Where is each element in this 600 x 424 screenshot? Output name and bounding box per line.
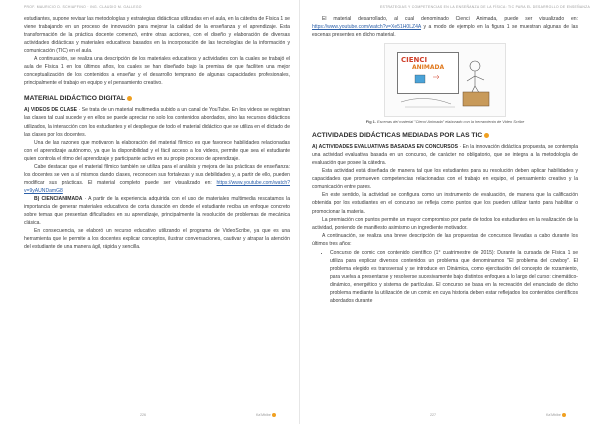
right-foot-brand: Ka'Mbibe (546, 413, 566, 417)
left-paragraph-3: A) VIDEOS DE CLASE · Se trata de un material multimedia subido a un canal de YouTube. En los videos se registran las clases tal cual sucede y en ellos se puede apreciar no solo los contenidos abordados, sino las recursos didácticos utilizados, la interacción con los estudiantes y el despliegue de todo el material didáctico que se utiliza en el dictado de las clases por los docentes. (24, 107, 290, 138)
list-item: • Concurso de comic con contenido científico (1° cuatrimestre de 2015): Durante la cursada de Física 1 se utiliza para explicar diversos contenidos un problema que denominamos "El problema del cowboy". El problema elegido es transversal y se introduce en Dinámica, como ejercitación del concepto de rozamiento, para vuelva a presentarse y resolverse sucesivamente bajo distintos enfoques a lo largo del curso: cinemático-dinámico, energético y sistema de partículas. El concurso se basa en la recreación del enunciado de dicho problema mediante la utilización de un comic en cuya historia deben estar reflejados los contenidos científicos abordados durante (330, 249, 578, 305)
character-head-icon (470, 61, 480, 71)
figure-doodles (385, 44, 505, 116)
right-paragraph-5: La premiación con puntos permite un mayor compromiso por parte de todos los estudiantes en la realización de la actividad, poniendo de manifiesto asimismo un ingrediente motivador. (312, 216, 578, 231)
right-paragraph-1: El material desarrollado, al cual denominado Cienci Animada, puede ser visualizado en: https://www.youtube.com/watch?v=Xe51H0LZ4A y a modo de ejemplo en la figura 1 se muestran algunas de las escenas presentes en dicho material. (312, 16, 578, 39)
left-column (24, 15, 290, 251)
subheading-videos: A) VIDEOS DE CLASE (24, 107, 78, 114)
heading-badge-icon (484, 133, 489, 138)
left-paragraph-2: A continuación, se realiza una descripción de los materiales educativos y actividades con la cuales se trabajó el aula de Física 1 en los últimos años, los cuales se han diseñado bajo la premisa de que faciliten una mejor conceptualización de los contenidos a enseñar y el desarrollo temprano de algunas capacidades profesionales, principalmente el trabajo en equipo y el pensamiento creativo. (24, 56, 290, 87)
figure-title-animada: ANIMADA (412, 64, 445, 72)
left-paragraph-1: estudiantes, supone revisar las metodologías y estrategias didácticas utilizadas en el aula, en la cátedra de Física 1 se viene trabajando en un proceso de innovación para mejorar la calidad de la enseñanza y el aprendizaje. Esta transformación de la práctica docente comenzó, entre otras acciones, con el diseño y elaboración de diversas actividades didácticas y materiales educativos basados en la incorporación de las tecnologías de la información y comunicación (TIC) en el aula. (24, 16, 290, 55)
right-page (300, 0, 600, 424)
left-paragraph-6: B) CIENCIANIMADA · A partir de la experiencia adquirida con el uso de materiales multimedia rescatamos la importancia de generar materiales educativos de corta duración en donde el estudiante reciba un enfoque concreto sobre temas que presentan dificultades en su aprendizaje, principalmente la resolución de problemas de mecánica clásica. (24, 195, 290, 227)
right-paragraph-6: A continuación, se realiza una breve descripción de las propuestas de concursos llevadas a cabo durante los últimos tres años: (312, 232, 578, 247)
right-paragraph-2: A) ACTIVIDADES EVALUATIVAS BASADAS EN CONCURSOS · En la innovación didáctica propuesta, se contempla una actividad evaluativa basada en un concurso, de carácter no obligatorio, que se integra a la metodología de evaluación que posee la cátedra. (312, 144, 578, 167)
left-paragraph-7: En consecuencia, se elaboró un recurso educativo utilizando el programa de VideoScribe, ya que es una herramienta que le permite a los docentes explicar conceptos, ilustrar conversaciones, cautivar y atrapar la atención del estudiante de una manera ágil, rápida y sencilla. (24, 228, 290, 251)
section-heading-actividades: ACTIVIDADES DIDÁCTICAS MEDIADAS POR LAS TIC (312, 132, 578, 140)
subheading-ciencianimada: B) CIENCIANIMADA (34, 195, 83, 202)
figure-1 (384, 43, 506, 117)
right-paragraph-3: Esta actividad está diseñada de manera tal que los estudiantes para su resolución deben aplicar habilidades y capacidades que promueven competencias relacionadas con el trabajo en equipo, el pensamiento creativo y la comunicación entre pares. (312, 168, 578, 191)
left-paragraph-4: Una de las razones que motivaron la elaboración del material fílmico es que favorece habilidades relacionadas con el aprendizaje autónomo, ya que la disponibilidad y el fácil acceso a los videos, permite que sea el estudiante quien controla el ritmo del aprendizaje y participante activo en su propio proceso de aprendizaje. (24, 139, 290, 162)
figure-caption: Fig 1. Escenas del material "Cienci Animada" elaborado con la herramienta de Video Scribe (365, 119, 525, 125)
left-page-number: 226 (140, 413, 146, 417)
youtube-link-videos[interactable]: https://www.youtube.com/watch?v=9yAUNDamG8 (24, 179, 290, 194)
heading-badge-icon (127, 96, 132, 101)
left-paragraph-5: Cabe destacar que el material fílmico también se utiliza para el análisis y mejora de las prácticas de enseñanza: los docentes se ven a sí mismos dando clases, reconocen sus fortalezas y sus debilidades y, a partir de ello, pueden modificar sus prácticas. El material completo puede ser visualizado en: https://www.youtube.com/watch?v=9yAUNDamG8 (24, 163, 290, 194)
subheading-concursos: A) ACTIVIDADES EVALUATIVAS BASADAS EN CONCURSOS (312, 144, 458, 151)
youtube-link-cienci[interactable]: https://www.youtube.com/watch?v=Xe51H0LZ4A (312, 24, 421, 31)
left-running-head: PROF. MAURICIO D. SCHIAFFINO · ING. CLAUDIO M. GALLEGO (24, 5, 142, 9)
right-page-number: 227 (430, 413, 436, 417)
desk-icon (463, 92, 489, 106)
right-running-head: ESTRATEGIAS Y COMPETENCIAS EN LA ENSEÑANZA DE LA FÍSICA: TIC PARA EL DESARROLLO DE ENSEÑANZA (380, 5, 591, 9)
left-foot-brand: Ka'Mbibe (256, 413, 276, 417)
concursos-list (312, 249, 578, 305)
figure-title-cienci: CIENCI (401, 56, 428, 65)
monitor-icon (415, 75, 425, 83)
section-heading-material: MATERIAL DIDÁCTICO DIGITAL (24, 95, 290, 103)
right-paragraph-4: En este sentido, la actividad se configura como un instrumento de evaluación, de manera que la calificación obtenida por los estudiantes en el concurso se refleja como puntos que los pueden utilizar tanto para habilitar o promocionar la materia. (312, 192, 578, 215)
brand-logo-icon (562, 413, 566, 417)
right-column (312, 15, 578, 305)
brand-logo-icon (272, 413, 276, 417)
